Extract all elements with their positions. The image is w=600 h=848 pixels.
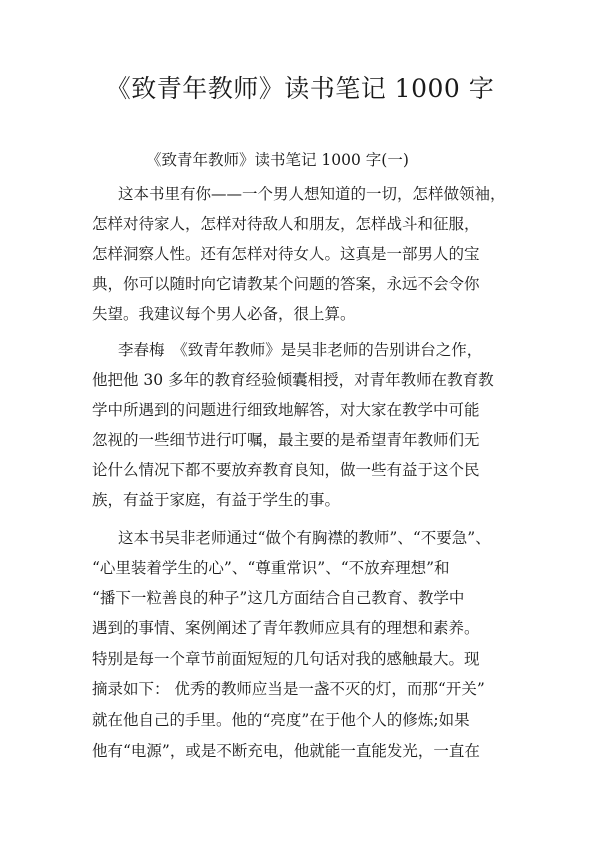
paragraph-line: “心里装着学生的心”、“尊重常识”、“不放弃理想”和: [92, 559, 450, 577]
paragraph-line: 这本书里有你——一个男人想知道的一切，怎样做领袖，: [118, 185, 506, 203]
paragraph-line: 李春梅 《致青年教师》是吴非老师的告别讲台之作，: [118, 341, 483, 359]
paragraph-line: 学中所遇到的问题进行细致地解答，对大家在教学中可能: [92, 401, 480, 419]
paragraph-line: 他把他 30 多年的教育经验倾囊相授，对青年教师在教育教: [92, 371, 494, 389]
paragraph-line: 怎样洞察人性。还有怎样对待女人。这真是一部男人的宝: [92, 245, 480, 263]
paragraph-line: 这本书吴非老师通过“做个有胸襟的教师”、“不要急”、: [118, 529, 491, 547]
paragraph-line: 特别是每一个章节前面短短的几句话对我的感触最大。现: [92, 650, 480, 668]
paragraph-line: 忽视的一些细节进行叮嘱，最主要的是希望青年教师们无: [92, 431, 480, 449]
paragraph-line: 论什么情况下都不要放弃教育良知，做一些有益于这个民: [92, 461, 480, 479]
document-title: 《致青年教师》读书笔记 1000 字: [105, 74, 495, 103]
paragraph-line: “播下一粒善良的种子”这几方面结合自己教育、教学中: [92, 589, 465, 607]
paragraph-line: 摘录如下： 优秀的教师应当是一盏不灭的灯，而那“开关”: [92, 680, 485, 698]
paragraph-line: 就在他自己的手里。他的“亮度”在于他个人的修炼;如果: [92, 711, 470, 729]
paragraph-line: 族，有益于家庭，有益于学生的事。: [92, 491, 341, 509]
paragraph-line: 遇到的事情、案例阐述了青年教师应具有的理想和素养。: [92, 619, 480, 637]
paragraph-line: 怎样对待家人，怎样对待敌人和朋友，怎样战斗和征服，: [92, 215, 480, 233]
paragraph-line: 典，你可以随时向它请教某个问题的答案，永远不会令你: [92, 275, 480, 293]
section-title: 《致青年教师》读书笔记 1000 字(一): [146, 151, 409, 169]
paragraph-line: 他有“电源”，或是不断充电，他就能一直能发光，一直在: [92, 742, 480, 760]
paragraph-line: 失望。我建议每个男人必备，很上算。: [92, 305, 356, 323]
